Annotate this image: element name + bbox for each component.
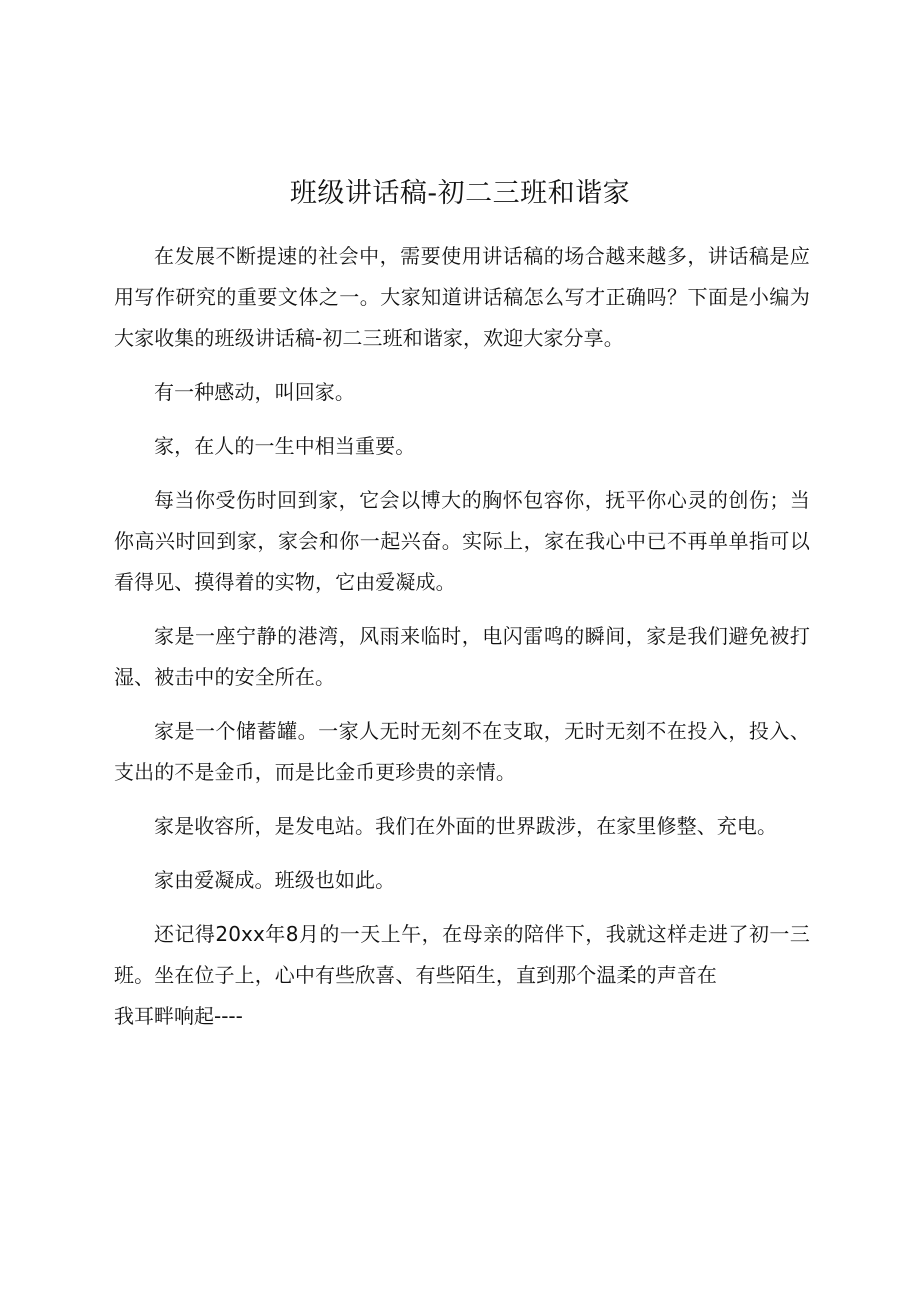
paragraph: 家，在人的一生中相当重要。: [154, 434, 416, 458]
paragraph: 每当你受伤时回到家，它会以博大的胸怀包容你，抚平你心灵的创伤；当你高兴时回到家，家会和你一起兴奋。实际上，家在我心中已不再单单指可以看得见、摸得着的实物，它由爱凝成。: [114, 488, 810, 594]
document-title: 班级讲话稿-初二三班和谐家: [289, 178, 631, 209]
paragraph: 家由爱凝成。班级也如此。: [154, 868, 396, 892]
paragraph: 家是一座宁静的港湾，风雨来临时，电闪雷鸣的瞬间，家是我们避免被打湿、被击中的安全所在。: [114, 624, 810, 689]
paragraph: 家是收容所，是发电站。我们在外面的世界跋涉，在家里修整、充电。: [154, 814, 778, 838]
paragraph-intro: 在发展不断提速的社会中，需要使用讲话稿的场合越来越多，讲话稿是应用写作研究的重要文体之一。大家知道讲话稿怎么写才正确吗？下面是小编为大家收集的班级讲话稿-初二三班和谐家，欢迎大家分享。: [114, 244, 810, 350]
paragraph: 有一种感动，叫回家。: [154, 380, 355, 404]
paragraph: 还记得20xx年8月的一天上午，在母亲的陪伴下，我就这样走进了初一三班。坐在位子上，心中有些欣喜、有些陌生，直到那个温柔的声音在: [114, 922, 810, 987]
paragraph: 家是一个储蓄罐。一家人无时无刻不在支取，无时无刻不在投入，投入、支出的不是金币，而是比金币更珍贵的亲情。: [114, 719, 810, 784]
document-body: [114, 236, 810, 1037]
paragraph-tail-line: 我耳畔响起----: [114, 1004, 243, 1028]
